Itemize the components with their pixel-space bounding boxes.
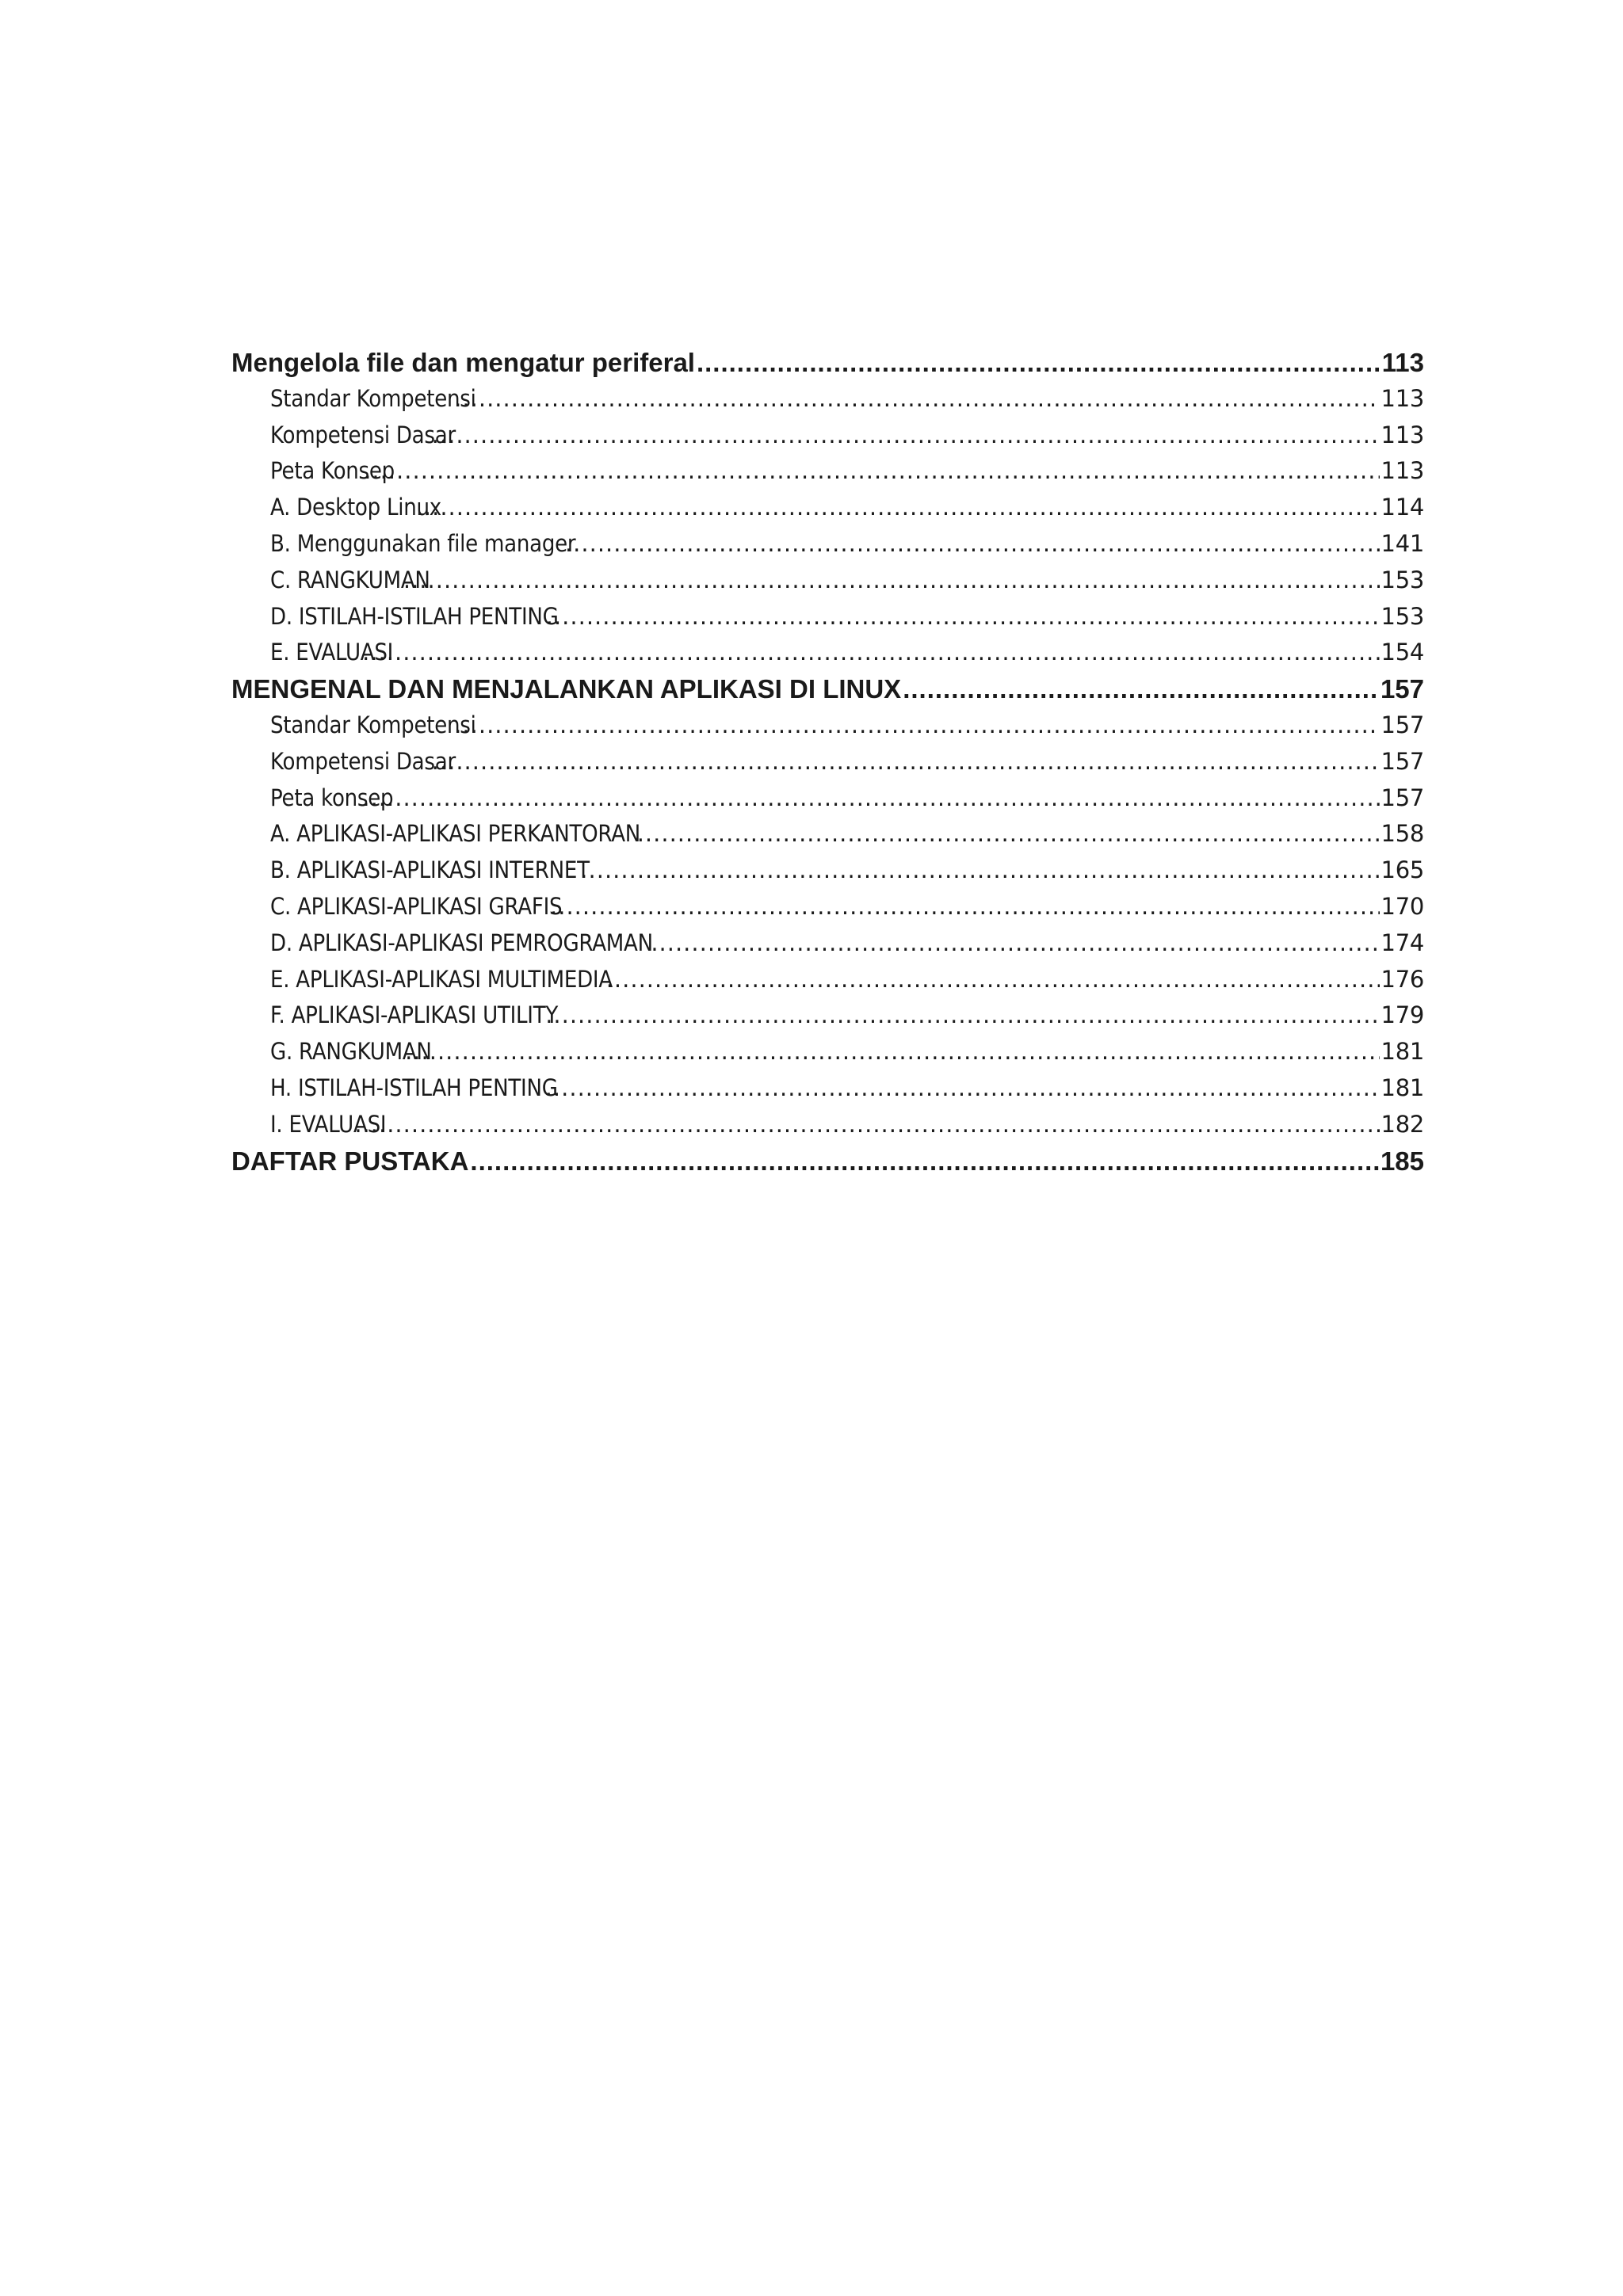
toc-chapter-entry[interactable] xyxy=(231,671,1424,707)
toc-dot-leader xyxy=(403,563,1380,599)
toc-entry-title: C. RANGKUMAN xyxy=(270,566,430,593)
toc-page-number: 181 xyxy=(1381,1074,1424,1101)
toc-section-entry[interactable] xyxy=(231,599,1424,635)
toc-dot-leader xyxy=(454,381,1379,418)
toc-entry-title: I. EVALUASI xyxy=(270,1110,387,1138)
toc-section-entry[interactable] xyxy=(231,889,1424,925)
toc-entry-title: C. APLIKASI-APLIKASI GRAFIS xyxy=(270,892,563,920)
toc-entry-title: B. Menggunakan file manager xyxy=(270,529,576,557)
toc-page-number: 182 xyxy=(1381,1110,1424,1138)
toc-entry-title: F. APLIKASI-APLIKASI UTILITY xyxy=(270,1001,559,1029)
toc-page-number: 153 xyxy=(1381,602,1424,630)
toc-dot-leader xyxy=(354,1107,1379,1143)
toc-page-number: 141 xyxy=(1381,529,1424,557)
toc-page-number: 154 xyxy=(1381,639,1424,666)
toc-entry-title: Kompetensi Dasar xyxy=(270,421,456,448)
toc-section-entry[interactable] xyxy=(231,997,1424,1034)
toc-section-entry[interactable] xyxy=(231,852,1424,889)
toc-page-number: 113 xyxy=(1381,384,1424,412)
toc-page-number: 158 xyxy=(1381,820,1424,848)
toc-dot-leader xyxy=(545,1070,1380,1107)
toc-dot-leader xyxy=(405,1034,1379,1070)
toc-dot-leader xyxy=(606,962,1380,998)
toc-section-entry[interactable] xyxy=(231,962,1424,998)
toc-section-entry[interactable] xyxy=(231,925,1424,962)
toc-entry-title: Standar Kompetensi xyxy=(270,384,476,412)
toc-chapter-entry[interactable] xyxy=(231,1143,1424,1180)
toc-section-entry[interactable] xyxy=(231,490,1424,526)
toc-page-number: 174 xyxy=(1381,929,1424,956)
toc-dot-leader xyxy=(454,707,1379,744)
toc-chapter-entry[interactable] xyxy=(231,345,1424,381)
toc-entry-title: MENGENAL DAN MENJALANKAN APLIKASI DI LINUX xyxy=(231,674,902,704)
toc-dot-leader xyxy=(432,744,1380,780)
toc-entry-title: Kompetensi Dasar xyxy=(270,747,456,775)
toc-dot-leader xyxy=(432,418,1380,454)
toc-entry-title: G. RANGKUMAN xyxy=(270,1038,432,1066)
toc-entry-title: D. ISTILAH-ISTILAH PENTING xyxy=(270,602,559,630)
toc-dot-leader xyxy=(545,997,1379,1034)
toc-entry-title: D. APLIKASI-APLIKASI PEMROGRAMAN xyxy=(270,929,653,956)
toc-dot-leader xyxy=(416,490,1380,526)
toc-page-number: 176 xyxy=(1381,965,1424,993)
toc-entry-title: A. Desktop Linux xyxy=(270,494,441,521)
toc-section-entry[interactable] xyxy=(231,744,1424,780)
toc-dot-leader xyxy=(362,635,1379,671)
toc-entry-title: Peta konsep xyxy=(270,784,394,811)
toc-dot-leader xyxy=(546,599,1380,635)
toc-entry-title: Mengelola file dan mengatur periferal xyxy=(231,348,695,377)
toc-entry-title: E. APLIKASI-APLIKASI MULTIMEDIA xyxy=(270,965,613,993)
toc-page-number: 153 xyxy=(1381,566,1424,593)
toc-page-number: 114 xyxy=(1381,494,1424,521)
toc-entry-title: A. APLIKASI-APLIKASI PERKANTORAN xyxy=(270,820,641,848)
toc-section-entry[interactable] xyxy=(231,1034,1424,1070)
toc-section-entry[interactable] xyxy=(231,526,1424,563)
toc-section-entry[interactable] xyxy=(231,635,1424,671)
toc-page-number: 157 xyxy=(1381,747,1424,775)
toc-entry-title: Standar Kompetensi xyxy=(270,711,476,738)
toc-page-number: 157 xyxy=(1381,711,1424,738)
toc-section-entry[interactable] xyxy=(231,1107,1424,1143)
toc-section-entry[interactable] xyxy=(231,816,1424,852)
toc-dot-leader xyxy=(550,889,1380,925)
toc-page-number: 170 xyxy=(1381,892,1424,920)
toc-entry-title: B. APLIKASI-APLIKASI INTERNET xyxy=(270,856,590,884)
toc-section-entry[interactable] xyxy=(231,418,1424,454)
toc-entry-title: DAFTAR PUSTAKA xyxy=(231,1146,469,1176)
toc-dot-leader xyxy=(470,1143,1379,1180)
toc-dot-leader xyxy=(565,526,1380,563)
toc-page-number: 157 xyxy=(1380,674,1424,704)
toc-dot-leader xyxy=(651,925,1379,962)
toc-page-number: 165 xyxy=(1381,856,1424,884)
toc-page-number: 181 xyxy=(1381,1038,1424,1066)
toc-page-number: 113 xyxy=(1381,457,1424,485)
toc-dot-leader xyxy=(364,453,1379,490)
toc-entry-title: E. EVALUASI xyxy=(270,639,394,666)
toc-section-entry[interactable] xyxy=(231,453,1424,490)
toc-page-number: 113 xyxy=(1381,421,1424,448)
toc-page-number: 157 xyxy=(1381,784,1424,811)
toc-section-entry[interactable] xyxy=(231,563,1424,599)
toc-section-entry[interactable] xyxy=(231,780,1424,817)
toc-entry-title: H. ISTILAH-ISTILAH PENTING xyxy=(270,1074,558,1101)
toc-dot-leader xyxy=(903,671,1379,707)
toc-page-number: 179 xyxy=(1381,1001,1424,1029)
table-of-contents xyxy=(231,345,1424,1179)
toc-section-entry[interactable] xyxy=(231,1070,1424,1107)
toc-section-entry[interactable] xyxy=(231,707,1424,744)
toc-dot-leader xyxy=(697,345,1381,381)
toc-entry-title: Peta Konsep xyxy=(270,457,395,485)
toc-page-number: 185 xyxy=(1380,1146,1424,1176)
toc-dot-leader xyxy=(362,780,1379,817)
toc-section-entry[interactable] xyxy=(231,381,1424,418)
toc-dot-leader xyxy=(580,852,1379,889)
toc-page-number: 113 xyxy=(1381,348,1424,377)
toc-dot-leader xyxy=(637,816,1380,852)
